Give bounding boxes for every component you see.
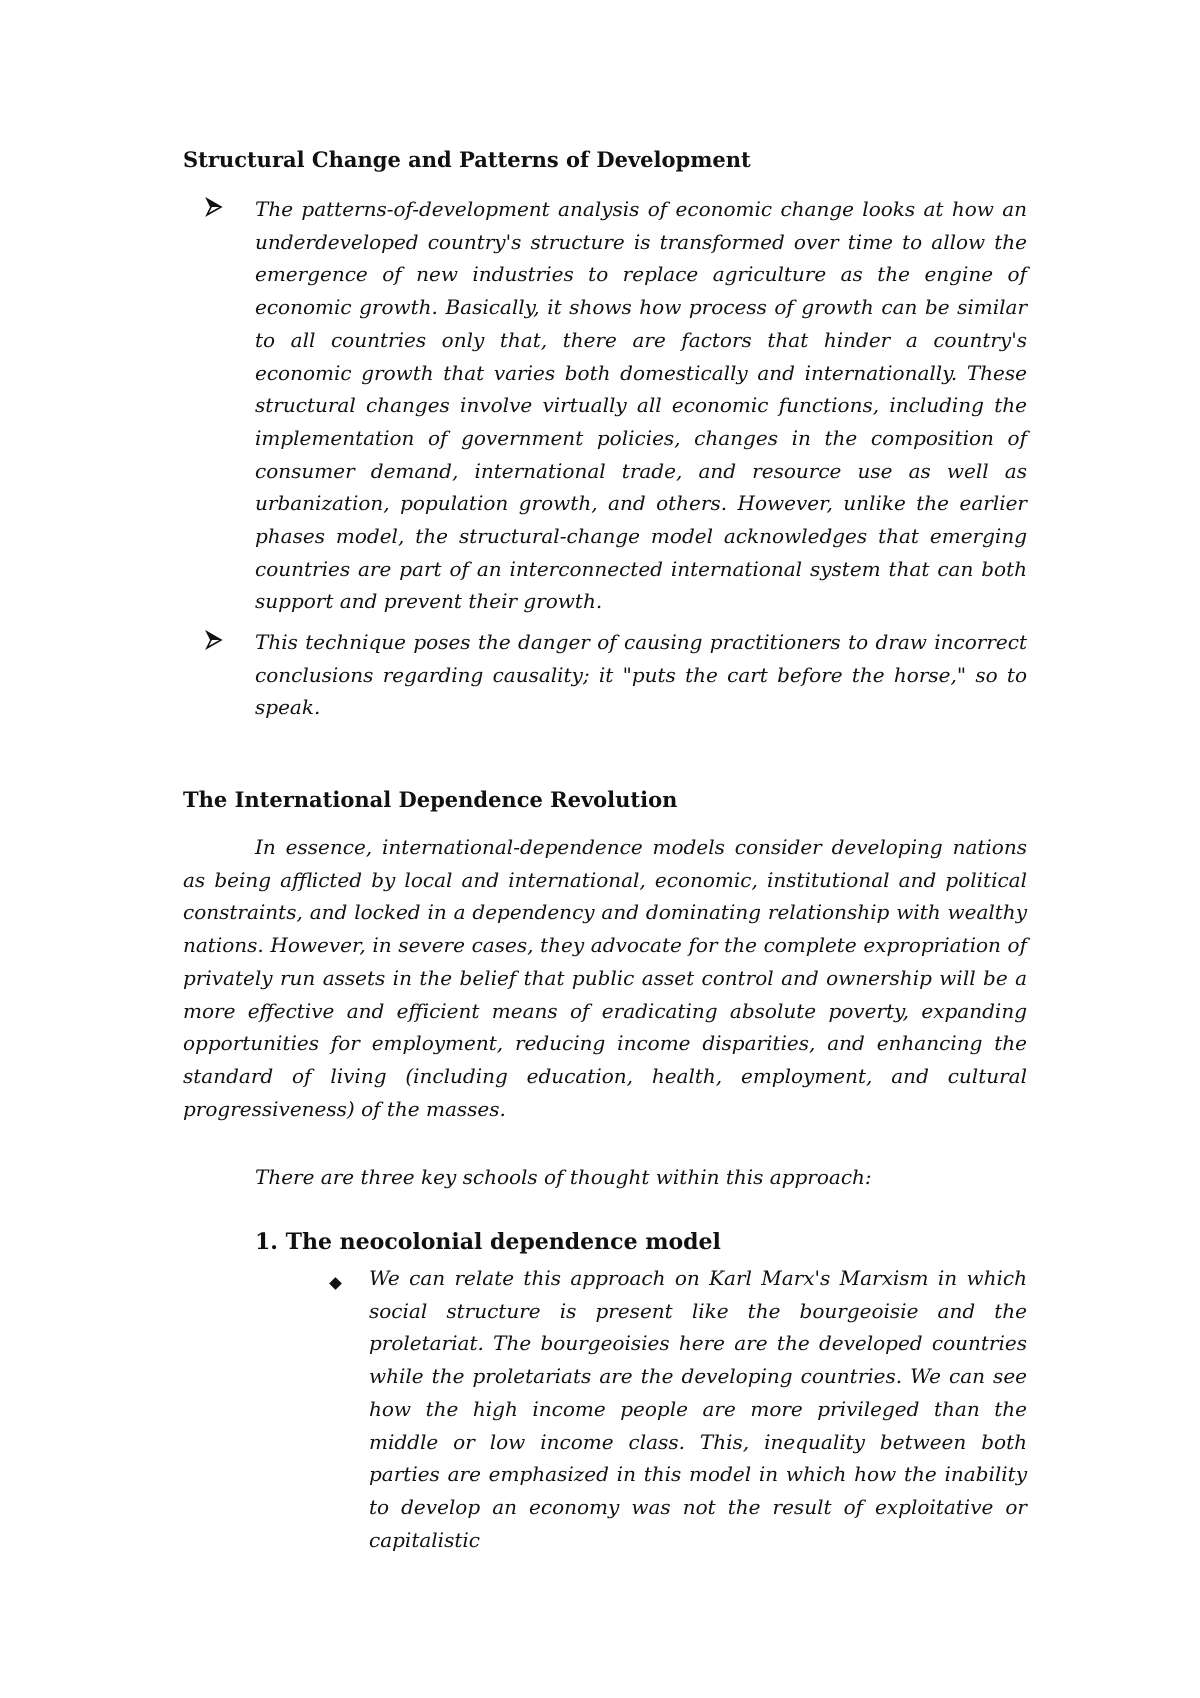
section-heading-international-dependence: The International Dependence Revolution	[183, 787, 678, 812]
arrow-bullet-icon	[205, 194, 223, 227]
bullet-paragraph-technique: This technique poses the danger of causing practitioners to draw incorrect conclusions regarding causality; it "puts the cart before the horse," so to speak.	[255, 630, 1027, 720]
arrow-bullet-icon	[205, 627, 223, 660]
section-heading-structural-change: Structural Change and Patterns of Development	[183, 147, 751, 172]
diamond-bullet-icon	[329, 1277, 342, 1290]
schools-intro-text: There are three key schools of thought within this approach:	[255, 1165, 872, 1189]
bullet-paragraph-marxism: We can relate this approach on Karl Marx's Marxism in which social structure is present like the bourgeoisie and the proletariat. The bourgeoisies here are the developed countries while the proletariats are the developing countries. We can see how the high income people are more privileged than the middle or low income class. This, inequality between both parties are emphasized in this model in which how the inability to develop an economy was not the result of exploitative or capitalistic	[369, 1266, 1027, 1552]
dependence-paragraph: In essence, international-dependence models consider developing nations as being afflicted by local and international, economic, institutional and political constraints, and locked in a dependency and dominating relationship with wealthy nations. However, in severe cases, they advocate for the complete expropriation of privately run assets in the belief that public asset control and ownership will be a more effective and efficient means of eradicating absolute poverty, expanding opportunities for employment, reducing income disparities, and enhancing the standard of living (including education, health, employment, and cultural progressiveness) of the masses.	[183, 835, 1027, 1121]
bullet-paragraph-patterns: The patterns-of-development analysis of economic change looks at how an underdeveloped country's structure is transformed over time to allow the emergence of new industries to replace agriculture as the engine of economic growth. Basically, it shows how process of growth can be similar to all countries only that, there are factors that hinder a country's economic growth that varies both domestically and internationally. These structural changes involve virtually all economic functions, including the implementation of government policies, changes in the composition of consumer demand, international trade, and resource use as well as urbanization, population growth, and others. However, unlike the earlier phases model, the structural-change model acknowledges that emerging countries are part of an interconnected international system that can both support and prevent their growth.	[255, 197, 1027, 614]
subheading-neocolonial-model: 1. The neocolonial dependence model	[255, 1229, 721, 1255]
